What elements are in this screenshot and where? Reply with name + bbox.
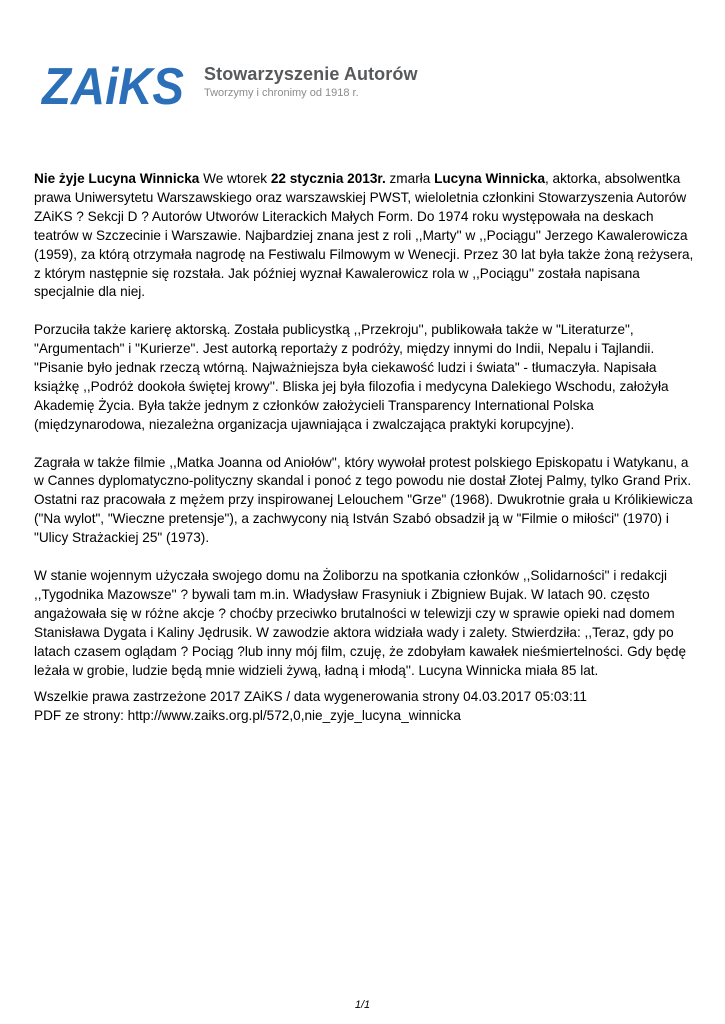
article-body: [34, 170, 694, 699]
logo-text: ZAiKS: [40, 58, 185, 110]
page-header: [40, 56, 440, 112]
article-paragraph: [34, 321, 694, 434]
text-run: zmarła: [385, 171, 435, 186]
text-run: , aktorka, absolwentka prawa Uniwersytetu Warszawskiego oraz warszawskiej PWST, wieloletnia członkini Stowarzyszenia Autorów ZAiKS ? Sekcji D ? Autorów Utworów Literackich Małych Form. Do 1974 roku występowała na deskach teatrów w Szczecinie i Warszawie. Najbardziej znana jest z roli ,,Marty'' w ,,Pociągu'' Jerzego Kawalerowicza (1959), za którą otrzymała nagrodę na Festiwalu Filmowym w Wenecji. Przez 30 lat była także żoną reżysera, z którym następnie się rozstała. Jak później wyznał Kawalerowicz rola w ,,Pociągu'' została napisana specjalnie dla niej.: [34, 171, 694, 300]
bold-text-run: Nie żyje Lucyna Winnicka: [34, 171, 200, 186]
page-footer: [34, 688, 694, 726]
page-number: 1/1: [354, 999, 371, 1011]
article-paragraph: [34, 454, 694, 549]
article-paragraph: [34, 567, 694, 680]
source-url-line: PDF ze strony: http://www.zaiks.org.pl/572,0,nie_zyje_lucyna_winnicka: [34, 707, 461, 723]
bold-text-run: Lucyna Winnicka: [434, 171, 545, 186]
org-tagline: Tworzymy i chronimy od 1918 r.: [204, 87, 359, 99]
article-paragraph: [34, 170, 694, 302]
copyright-line: Wszelkie prawa zastrzeżone 2017 ZAiKS / data wygenerowania strony 04.03.2017 05:03:11: [34, 689, 587, 704]
text-run: Porzuciła także karierę aktorską. Została publicystką ,,Przekroju'', publikowała także w "Literaturze", "Argumentach" i "Kurierze". Jest autorką reportaży z podróży, między innymi do Indii, Nepalu i Tajlandii. "Pisanie było jednak rzeczą wtórną. Najważniejsza była ciekawość ludzi i świata" - tłumaczyła. Napisała książkę ,,Podróż dookoła świętej krowy''. Bliska jej była filozofia i medycyna Dalekiego Wschodu, założyła Akademię Życia. Była także jednym z członków założycieli Transparency International Polska (międzynarodowa, niezależna organizacja ujawniająca i zwalczająca praktyki korupcyjne).: [34, 322, 669, 432]
zaiks-logo: [40, 56, 188, 110]
text-run: We wtorek: [199, 171, 271, 186]
text-run: W stanie wojennym użyczała swojego domu na Żoliborzu na spotkania członków ,,Solidarności'' i redakcji ,,Tygodnika Mazowsze'' ? bywali tam m.in. Władysław Frasyniuk i Zbigniew Bujak. W latach 90. często angażowała się w różne akcje ? choćby przeciwko brutalności w telewizji czy w sprawie opieki nad domem Stanisława Dygata i Kaliny Jędrusik. W zawodzie aktora widziała wady i zalety. Stwierdziła: ,,Teraz, gdy po latach czasem oglądam ? Pociąg ?lub inny mój film, czuję, że zdobyłam kawałek nieśmiertelności. Gdy będę leżała w grobie, ludzie będą mnie widzieli żywą, ładną i młodą''. Lucyna Winnicka miała 85 lat.: [34, 567, 687, 678]
org-name: Stowarzyszenie Autorów: [204, 64, 418, 84]
bold-text-run: 22 stycznia 2013r.: [270, 171, 386, 186]
text-run: Zagrała w także filmie ,,Matka Joanna od Aniołów'', który wywołał protest polskiego Episkopatu i Watykanu, a w Cannes dyplomatyczno-polityczny skandal i ponoć z tego powodu nie dostał Złotej Palmy, tylko Grand Prix. Ostatni raz pracowała z mężem przy inspirowanej Lelouchem "Grze" (1968). Dwukrotnie grała u Królikiewicza ("Na wylot", "Wieczne pretensje"), a zachwycony nią István Szabó obsadził ją w "Filmie o miłości" (1970) i "Ulicy Strażackiej 25" (1973).: [34, 454, 693, 546]
